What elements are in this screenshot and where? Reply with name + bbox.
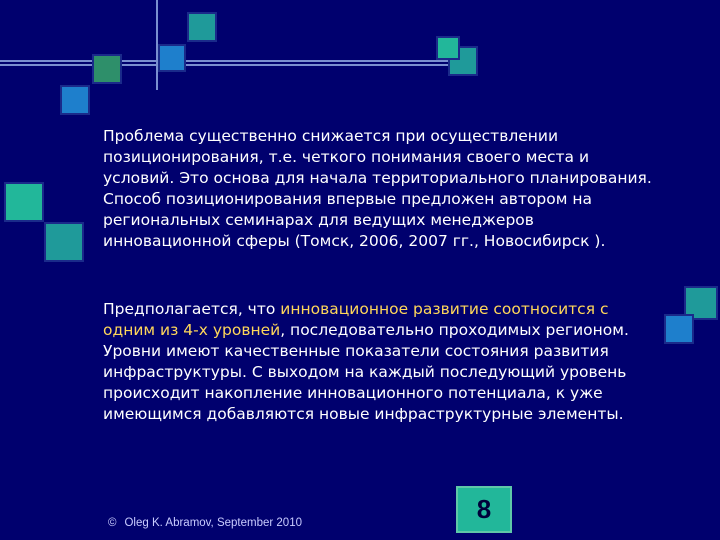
decorative-square [664,314,694,344]
decorative-square [92,54,122,84]
paragraph-rest: , последовательно проходимых регионом. Уровни имеют качественные показатели состояния развития инфраструктуры. С выходом на каждый последующий уровень происходит накопление инновационного потенциала, к уже имеющимся добавляются новые инфраструктурные элементы. [103,321,629,423]
decorative-square [187,12,217,42]
decorative-square [60,85,90,115]
paragraph-positioning: Проблема существенно снижается при осуществлении позиционирования, т.е. четкого понимания своего места и условий. Это основа для начала территориального планирования. Способ позиционирования впервые предложен автором на региональных семинарах для ведущих менеджеров инновационной сферы (Томск, 2006, 2007 гг., Новосибирск ). [103,127,652,250]
decorative-line-top-2 [0,64,476,66]
paragraph-lead: Предполагается, что [103,300,281,318]
decorative-square [158,44,186,72]
paragraph-innovation-levels [103,299,663,425]
decorative-square [436,36,460,60]
page-number: 8 [476,494,492,524]
page-number-box [456,486,512,533]
footer-author: Oleg K. Abramov, September 2010 [124,517,302,529]
decorative-line-top [0,60,476,62]
footer [108,517,302,529]
copyright-icon: © [108,517,117,529]
decorative-square [44,222,84,262]
decorative-square [4,182,44,222]
paragraph-highlight: инновационное развитие соотносится с одним из 4-х уровней [103,300,609,339]
